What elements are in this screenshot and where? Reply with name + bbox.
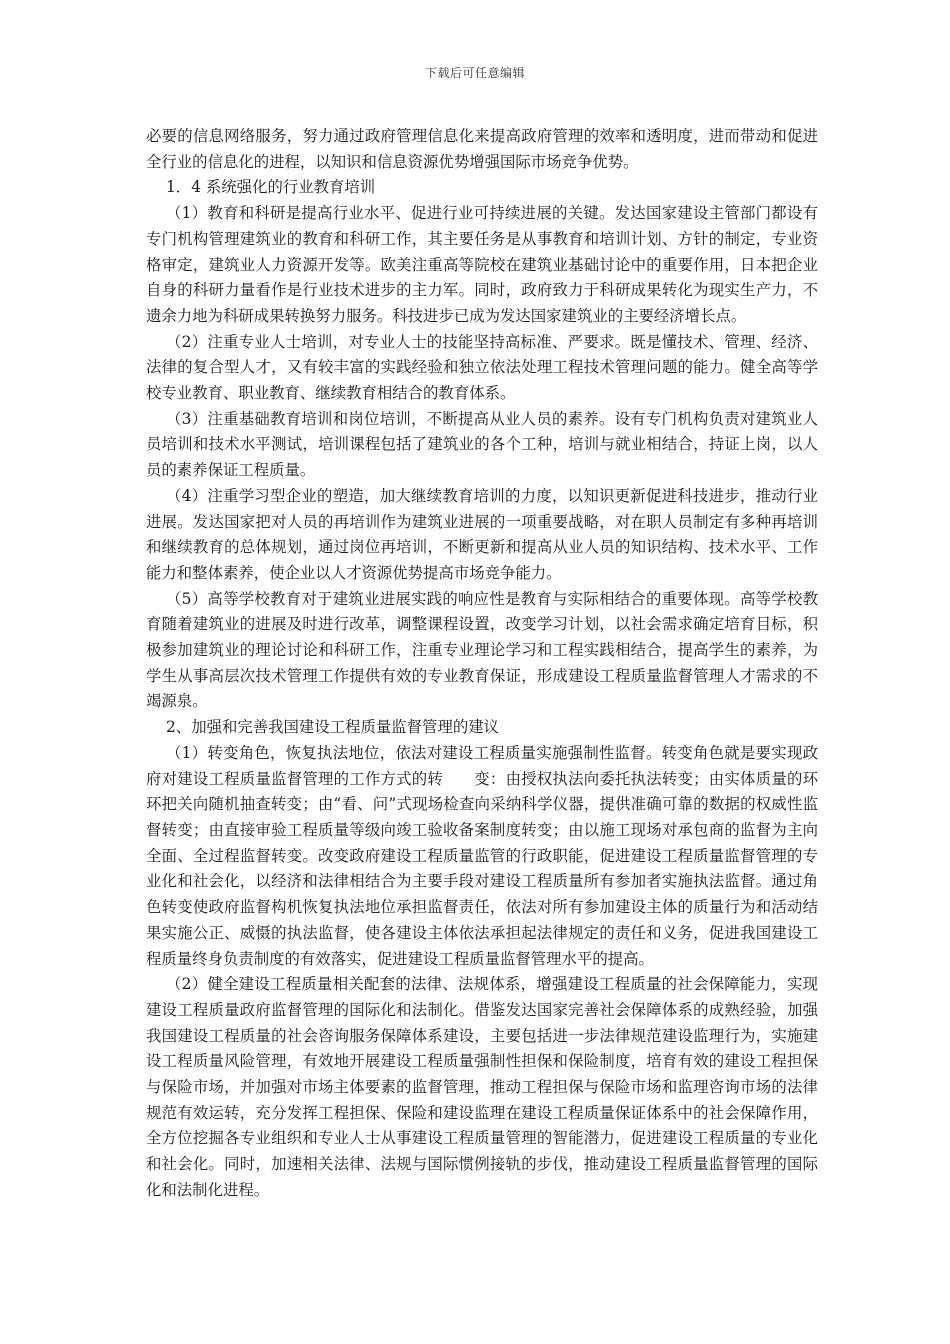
page-header: 下载后可任意编辑 xyxy=(424,66,525,80)
paragraph-5: （5）高等学校教育对于建筑业进展实践的响应性是教育与实际相结合的重要体现。高等学校教育随着建筑业的进展及时进行改革，调整课程设置，改变学习计划，以社会需求确定培育目标，积极参加建筑业的理论讨论和科研工作，注重专业理论学习和工程实践相结合，提高学生的素养，为学生从事高层次技术管理工作提供有效的专业教育保证，形成建设工程质量监督管理人才需求的不竭源泉。 xyxy=(146,589,818,711)
suggestion-paragraph-1: （1）转变角色，恢复执法地位，依法对建设工程质量实施强制性监督。转变角色就是要实现政府对建设工程质量监督管理的工作方式的转 变：由授权执法向委托执法转变；由实体质量的环环把关向随机抽查转变；由“看、问”式现场检查向采纳科学仪器，提供准确可靠的数据的权威性监督转变；由直接审验工程质量等级向竣工验收备案制度转变；由以施工现场对承包商的监督为主向全面、全过程监督转变。改变政府建设工程质量监管的行政职能，促进建设工程质量监督管理的专业化和社会化，以经济和法律相结合为主要手段对建设工程质量所有参加者实施执法监督。通过角色转变使政府监督构机恢复执法地位承担监督责任，依法对所有参加建设主体的质量行为和活动结果实施公正、威慑的执法监督，使各建设主体依法承担起法律规定的责任和义务，促进我国建设工程质量终身负责制度的有效落实，促进建设工程质量监督管理水平的提高。 xyxy=(146,743,818,968)
paragraph-continuation: 必要的信息网络服务，努力通过政府管理信息化来提高政府管理的效率和透明度，进而带动和促进全行业的信息化的进程，以知识和信息资源优势增强国际市场竞争优势。 xyxy=(146,127,818,171)
paragraph-4: （4）注重学习型企业的塑造，加大继续教育培训的力度，以知识更新促进科技进步，推动行业进展。发达国家把对人员的再培训作为建筑业进展的一项重要战略，对在职人员制定有多种再培训和继续教育的总体规划，通过岗位再培训，不断更新和提高从业人员的知识结构、技术水平、工作能力和整体素养，使企业以人才资源优势提高市场竞争能力。 xyxy=(146,486,818,582)
paragraph-1: （1）教育和科研是提高行业水平、促进行业可持续进展的关键。发达国家建设主管部门都设有专门机构管理建筑业的教育和科研工作，其主要任务是从事教育和培训计划、方针的制定，专业资格审定，建筑业人力资源开发等。欧美注重高等院校在建筑业基础讨论中的重要作用，日本把企业自身的科研力量看作是行业技术进步的主力军。同时，政府致力于科研成果转化为现实生产力，不遗余力地为科研成果转换努力服务。科技进步已成为发达国家建筑业的主要经济增长点。 xyxy=(146,204,818,325)
suggestion-paragraph-2: （2）健全建设工程质量相关配套的法律、法规体系，增强建设工程质量的社会保障能力，实现建设工程质量政府监督管理的国际化和法制化。借鉴发达国家完善社会保障体系的成熟经验，加强我国建设工程质量的社会咨询服务保障体系建设，主要包括进一步法律规范建设监理行为，实施建设工程质量风险管理，有效地开展建设工程质量强制性担保和保险制度，培育有效的建设工程担保与保险市场，并加强对市场主体要素的监督管理，推动工程担保与保险市场和监理咨询市场的法律规范有效运转，充分发挥工程担保、保险和建设监理在建设工程质量保证体系中的社会保障作用，全方位挖掘各专业组织和专业人士从事建设工程质量管理的智能潜力，促进建设工程质量的专业化和社会化。同时，加速相关法律、法规与国际惯例接轨的步伐，推动建设工程质量监督管理的国际化和法制化进程。 xyxy=(146,975,818,1199)
paragraph-2: （2）注重专业人士培训，对专业人士的技能坚持高标准、严要求。既是懂技术、管理、经济、法律的复合型人才，又有较丰富的实践经验和独立依法处理工程技术管理问题的能力。健全高等学校专业教育、职业教育、继续教育相结合的教育体系。 xyxy=(146,332,818,403)
document-body xyxy=(146,124,818,1204)
section-heading-2: 2、加强和完善我国建设工程质量监督管理的建议 xyxy=(166,718,500,737)
paragraph-3: （3）注重基础教育培训和岗位培训，不断提高从业人员的素养。设有专门机构负责对建筑业人员培训和技术水平测试，培训课程包括了建筑业的各个工种，培训与就业相结合，持证上岗，以人员的素养保证工程质量。 xyxy=(146,409,818,480)
section-heading-1-4: 1．4 系统强化的行业教育培训 xyxy=(166,178,376,197)
